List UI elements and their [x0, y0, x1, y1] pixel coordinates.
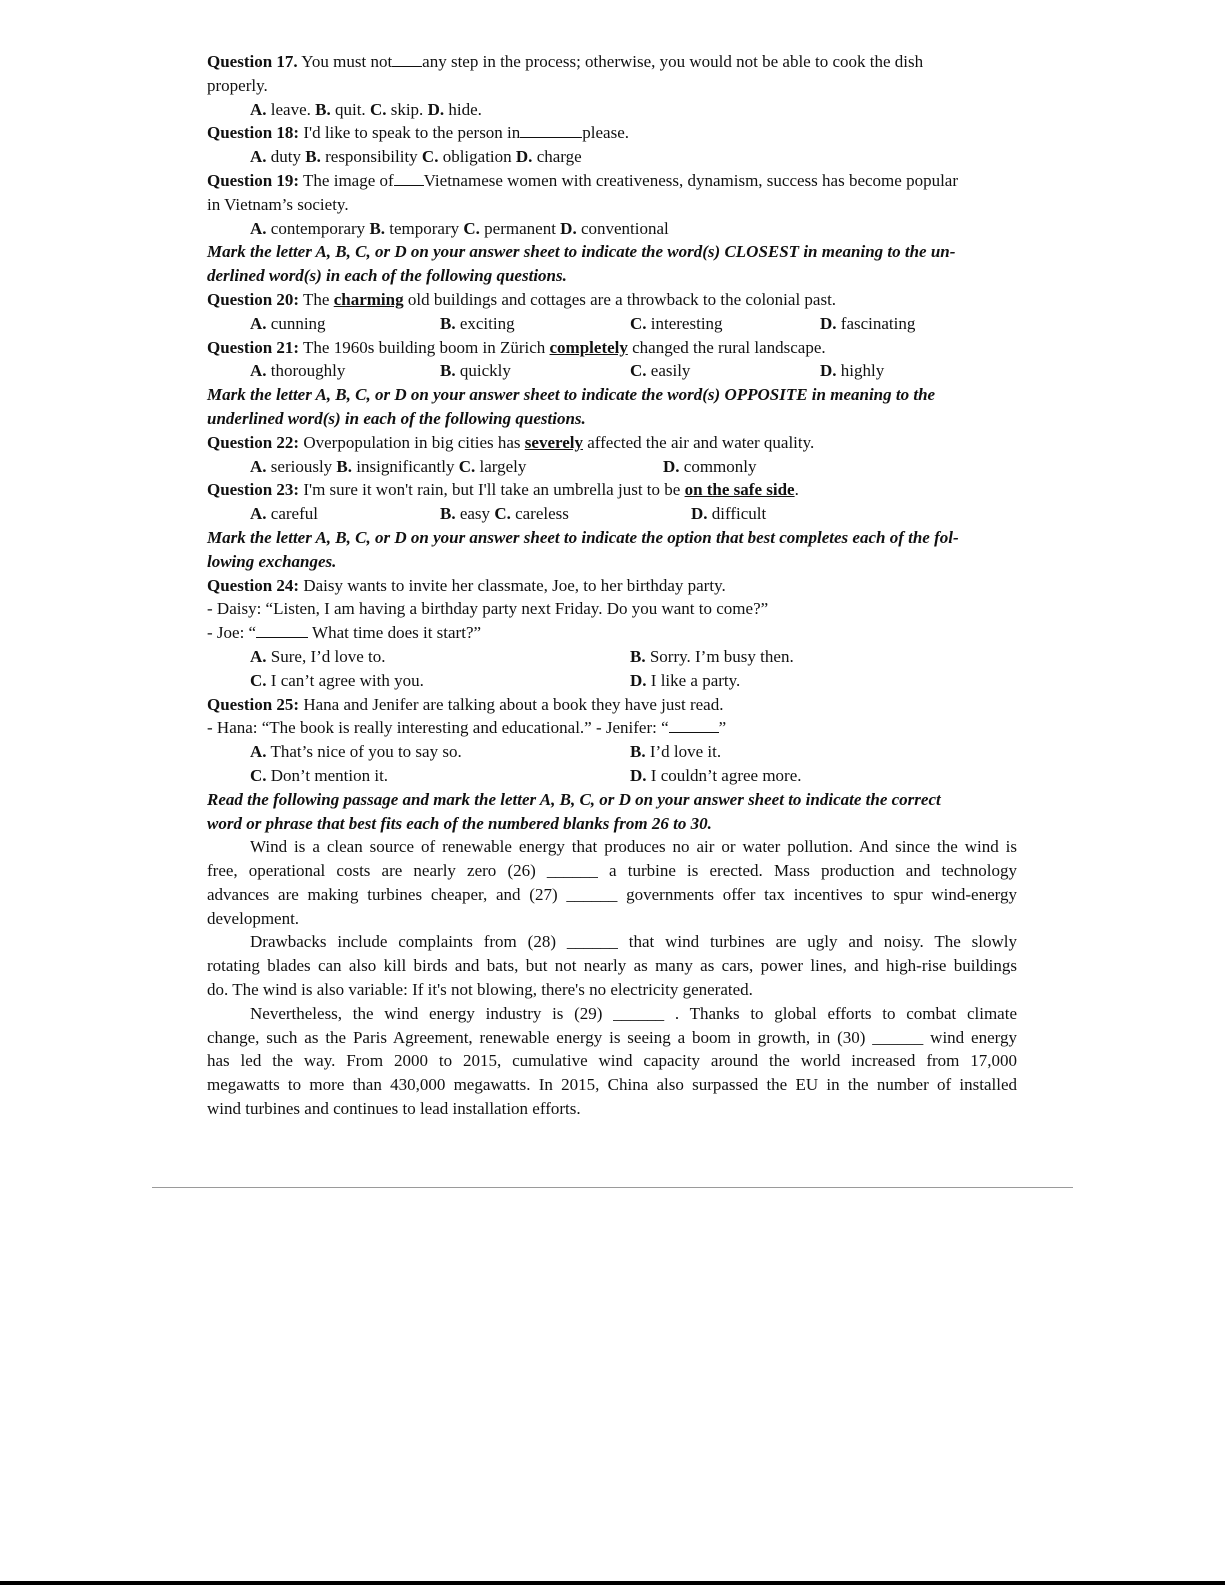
question-23-stem [207, 478, 1017, 502]
option-letter: C. [494, 504, 511, 524]
passage-p2-line1: Drawbacks include complaints from (28) ______ that wind turbines are ugly and noisy. The slowly [250, 932, 1017, 952]
option-letter: B. [440, 361, 456, 381]
question-17-stem [207, 50, 1017, 74]
option-text: I couldn’t agree more. [646, 765, 802, 785]
option-b [630, 645, 794, 669]
passage-p1-line3: advances are making turbines cheaper, and (27) ______ governments offer tax incentives to spur wind-energy [207, 884, 1017, 904]
question-24-text: Daisy wants to invite her classmate, Joe, to her birthday party. [299, 575, 726, 595]
question-19-text-c: in Vietnam’s society. [207, 194, 349, 214]
question-22-stem [207, 431, 1017, 455]
instruction-closest-line2: derlined word(s) in each of the following questions. [207, 266, 567, 286]
answer-blank [520, 123, 582, 138]
option-a [250, 312, 326, 336]
option-letter: B. [440, 313, 456, 333]
option-text: highly [836, 361, 885, 381]
question-17-text-a: You must not [297, 52, 393, 71]
question-20-options [207, 312, 1017, 336]
option-letter: D. [820, 313, 837, 333]
option-d [630, 669, 740, 693]
option-d [691, 502, 766, 526]
option-b [630, 740, 721, 764]
question-25-options-row1 [207, 740, 1017, 764]
option-letter: A. [250, 361, 267, 381]
option-text: cunning [266, 313, 326, 333]
instruction-opposite-line2: underlined word(s) in each of the following questions. [207, 408, 586, 428]
option-a [250, 645, 386, 669]
option-d [820, 312, 915, 336]
question-17-text-c: properly. [207, 75, 268, 95]
passage-p3-line3: has led the way. From 2000 to 2015, cumulative wind capacity around the world increased from 17,000 [207, 1051, 1017, 1071]
option-letter: D. [820, 361, 837, 381]
option-text: Sorry. I’m busy then. [645, 646, 794, 666]
option-text: commonly [679, 456, 757, 476]
option-text: hide. [444, 99, 482, 119]
option-text: thoroughly [266, 361, 346, 381]
option-text: leave. [266, 99, 316, 119]
option-letter: A. [250, 456, 267, 476]
option-text: responsibility [320, 147, 422, 167]
question-20-stem [207, 288, 1017, 312]
option-bc [440, 502, 569, 526]
question-24-joe [207, 621, 1017, 645]
question-19-text-b: Vietnamese women with creativeness, dynamism, success has become popular [423, 170, 958, 190]
dialogue-text-b: ” [718, 718, 727, 738]
option-letter: A. [250, 504, 267, 524]
option-text: contemporary [266, 218, 370, 238]
option-c [250, 764, 388, 788]
answer-blank [669, 718, 719, 733]
option-text: Sure, I’d love to. [266, 646, 386, 666]
underlined-word: charming [333, 289, 404, 309]
answer-blank [394, 171, 424, 186]
option-b [440, 312, 515, 336]
option-letter: D. [560, 218, 577, 238]
dialogue-text-a: - Hana: “The book is really interesting and educational.” - Jenifer: “ [207, 718, 669, 738]
option-text: charge [532, 147, 582, 167]
option-letter: C. [250, 765, 267, 785]
option-letter: C. [369, 99, 387, 119]
question-18-stem [207, 121, 1017, 145]
instruction-passage-line1: Read the following passage and mark the letter A, B, C, or D on your answer sheet to indicate the correct [207, 789, 941, 809]
question-23-label: Question 23: [207, 480, 300, 500]
question-21-label: Question 21: [207, 337, 300, 357]
option-text: quit. [330, 99, 370, 119]
passage-p2-line3: do. The wind is also variable: If it's not blowing, there's no electricity generated. [207, 980, 753, 1000]
passage-p3-line1: Nevertheless, the wind energy industry is (29) ______ . Thanks to global efforts to combat climate [250, 1003, 1017, 1023]
question-21-options [207, 359, 1017, 383]
option-letter: D. [427, 99, 445, 119]
option-text: conventional [576, 218, 669, 238]
question-25-label: Question 25: [207, 694, 300, 714]
option-letter: D. [691, 504, 708, 524]
question-21-text-b: changed the rural landscape. [627, 337, 826, 357]
instruction-closest-line1: Mark the letter A, B, C, or D on your answer sheet to indicate the word(s) CLOSEST in meaning to the un- [207, 242, 956, 262]
option-text: I like a party. [646, 670, 741, 690]
question-18-text-b: please. [582, 123, 630, 143]
option-letter: A. [250, 99, 267, 119]
question-19-stem [207, 169, 1017, 193]
option-letter: C. [421, 147, 439, 167]
option-letter: C. [630, 313, 647, 333]
option-c [250, 669, 424, 693]
question-19-text-a: The image of [299, 170, 394, 190]
question-24-options-row1 [207, 645, 1017, 669]
question-19-label: Question 19: [207, 170, 300, 190]
option-c [630, 312, 723, 336]
option-text: permanent [479, 218, 561, 238]
question-19-stem-cont [207, 193, 1017, 217]
bottom-edge-bar [0, 1581, 1225, 1585]
question-25-options-row2 [207, 764, 1017, 788]
underlined-word: completely [549, 337, 628, 357]
option-text: seriously [266, 456, 337, 476]
underlined-word: severely [524, 432, 583, 452]
option-text: largely [475, 456, 527, 476]
question-20-text-a: The [299, 289, 334, 309]
option-text: careless [510, 504, 569, 524]
option-a [250, 502, 318, 526]
question-22-text-b: affected the air and water quality. [583, 432, 815, 452]
option-letter: A. [250, 147, 267, 167]
exam-page [207, 50, 1017, 1121]
question-25-stem [207, 693, 1017, 717]
instruction-exchange-line2: lowing exchanges. [207, 551, 337, 571]
passage-p3-line4: megawatts to more than 430,000 megawatts. In 2015, China also surpassed the EU in the number of installed [207, 1075, 1017, 1095]
joe-text-a: - Joe: “ [207, 623, 257, 643]
passage-p3-line2: change, such as the Paris Agreement, renewable energy is seeing a boom in growth, in (30) ______ wind energy [207, 1027, 1017, 1047]
answer-blank [256, 623, 308, 638]
question-20-text-b: old buildings and cottages are a throwback to the colonial past. [403, 289, 837, 309]
option-letter: A. [250, 218, 267, 238]
passage-p3-line5: wind turbines and continues to lead installation efforts. [207, 1099, 581, 1119]
option-d [630, 764, 802, 788]
instruction-opposite-line1: Mark the letter A, B, C, or D on your answer sheet to indicate the word(s) OPPOSITE in meaning to the [207, 385, 936, 405]
option-text: exciting [455, 313, 515, 333]
option-letter: C. [630, 361, 647, 381]
option-text: temporary [385, 218, 464, 238]
option-text: easily [646, 361, 691, 381]
option-letter: C. [458, 456, 476, 476]
option-text: duty [266, 147, 306, 167]
option-letter: D. [630, 670, 647, 690]
option-letter: B. [630, 646, 646, 666]
option-text: quickly [455, 361, 511, 381]
option-abc [250, 455, 526, 479]
question-24-label: Question 24: [207, 575, 300, 595]
question-17-text-b: any step in the process; otherwise, you would not be able to cook the dish [422, 52, 924, 71]
instruction-exchange-line1: Mark the letter A, B, C, or D on your answer sheet to indicate the option that best completes each of the fol- [207, 527, 959, 547]
option-letter: A. [250, 646, 267, 666]
question-24-daisy: - Daisy: “Listen, I am having a birthday party next Friday. Do you want to come?” [207, 599, 769, 619]
question-22-text-a: Overpopulation in big cities has [299, 432, 525, 452]
option-letter: A. [250, 742, 267, 762]
option-text: That’s nice of you to say so. [266, 742, 462, 762]
option-text: fascinating [836, 313, 916, 333]
option-text: easy [455, 504, 495, 524]
question-21-text-a: The 1960s building boom in Zürich [299, 337, 550, 357]
question-23-text-b: . [794, 480, 799, 500]
option-letter: C. [463, 218, 480, 238]
question-17-stem-cont [207, 74, 1017, 98]
option-letter: D. [515, 147, 533, 167]
question-18-label: Question 18: [207, 123, 300, 143]
option-text: insignificantly [352, 456, 459, 476]
option-letter: B. [369, 218, 386, 238]
joe-text-b: What time does it start?” [308, 623, 482, 643]
page-divider [152, 1187, 1073, 1188]
question-25-text: Hana and Jenifer are talking about a book they have just read. [299, 694, 724, 714]
question-18-options [207, 145, 1017, 169]
question-23-text-a: I'm sure it won't rain, but I'll take an umbrella just to be [299, 480, 685, 500]
question-23-options [207, 502, 1017, 526]
question-22-options [207, 455, 1017, 479]
underlined-phrase: on the safe side [684, 480, 795, 500]
option-letter: B. [630, 742, 646, 762]
question-24-stem [207, 574, 1017, 598]
passage-p1-line4: development. [207, 908, 300, 928]
question-17-options [207, 98, 1017, 122]
option-letter: B. [305, 147, 321, 167]
option-letter: B. [336, 456, 353, 476]
option-c [630, 359, 690, 383]
option-a [250, 740, 462, 764]
option-b [440, 359, 511, 383]
option-letter: B. [440, 504, 456, 524]
passage-p1-line2: free, operational costs are nearly zero (26) ______ a turbine is erected. Mass production and technology [207, 861, 1017, 881]
option-text: I’d love it. [645, 742, 722, 762]
option-text: obligation [438, 147, 516, 167]
option-d [820, 359, 884, 383]
option-text: careful [266, 504, 318, 524]
option-text: difficult [707, 504, 767, 524]
question-22-label: Question 22: [207, 432, 300, 452]
option-text: I can’t agree with you. [266, 670, 424, 690]
option-letter: C. [250, 670, 267, 690]
question-18-text-a: I'd like to speak to the person in [299, 123, 521, 143]
option-text: Don’t mention it. [266, 765, 389, 785]
option-d [663, 455, 757, 479]
passage-p2-line2: rotating blades can also kill birds and bats, but not nearly as many as cars, power lines, and high-rise buildings [207, 956, 1017, 976]
question-21-stem [207, 336, 1017, 360]
passage-p1-line1: Wind is a clean source of renewable energy that produces no air or water pollution. And since the wind is [250, 837, 1017, 857]
option-letter: D. [630, 765, 647, 785]
question-24-options-row2 [207, 669, 1017, 693]
option-letter: B. [315, 99, 331, 119]
option-text: interesting [646, 313, 723, 333]
question-20-label: Question 20: [207, 289, 300, 309]
option-letter: D. [663, 456, 680, 476]
question-19-options [207, 217, 1017, 241]
option-text: skip. [386, 99, 428, 119]
question-17-label: Question 17. [207, 52, 298, 71]
answer-blank [392, 52, 422, 67]
option-letter: A. [250, 313, 267, 333]
instruction-passage-line2: word or phrase that best fits each of the numbered blanks from 26 to 30. [207, 813, 712, 833]
option-a [250, 359, 345, 383]
question-25-dialogue [207, 716, 1017, 740]
